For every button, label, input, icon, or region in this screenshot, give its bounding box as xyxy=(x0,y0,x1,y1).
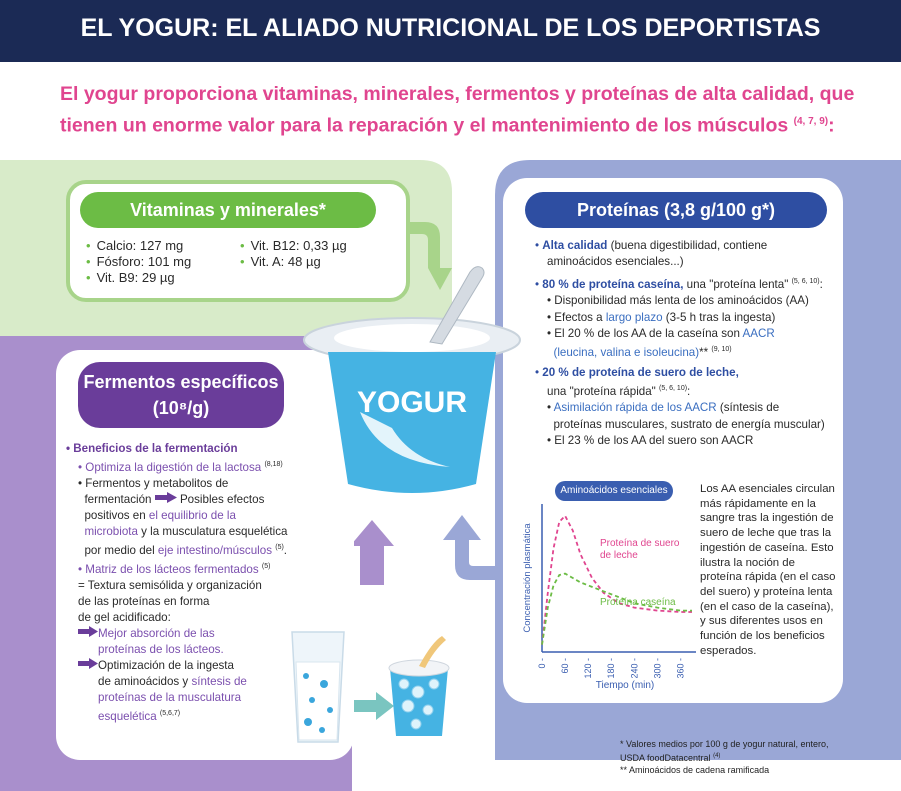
series-label-whey-line2: de leche xyxy=(600,550,638,561)
fermentos-title-line2: (10⁸/g) xyxy=(152,398,210,418)
ferm-h2-l1: = Textura semisólida y organización xyxy=(78,578,262,592)
footnote-l2-text: USDA foodDatacentral xyxy=(620,753,711,763)
fermentos-title-line1: Fermentos específicos xyxy=(83,372,279,392)
b1-rest: (buena digestibilidad, contiene xyxy=(607,239,768,252)
ferm-h2-ref: (5) xyxy=(261,562,271,570)
x-tick-label: 360 - xyxy=(675,658,686,679)
b3-ref: (5, 6, 10) xyxy=(659,385,688,393)
b3-line2: una "proteína rápida" $^{(5, 6, 10)}$: xyxy=(547,385,691,399)
ferm-heading-1: • Beneficios de la fermentación xyxy=(66,442,238,455)
title-bar xyxy=(0,0,901,62)
y-axis-label: Concentración plasmática xyxy=(522,523,533,633)
series-label-casein: Proteína caseína xyxy=(600,597,676,608)
b3-line2-text: una "proteína rápida" xyxy=(547,385,656,399)
ferm-i2c: Posibles efectos xyxy=(179,492,265,506)
ferm-item-2d xyxy=(66,524,328,540)
protein-bullet-3: • 20 % de proteína de suero de leche, xyxy=(535,366,739,380)
x-tick-label: 240 - xyxy=(629,658,640,679)
b2-i2-post: (3-5 h tras la ingesta) xyxy=(662,310,776,324)
ferm-h2-l2: de las proteínas en forma xyxy=(78,594,210,608)
transform-arrow-icon xyxy=(354,692,394,720)
ferm-i2-ref: (5) xyxy=(275,543,284,551)
b2-i3-line2: (leucina, valina e isoleucina) xyxy=(553,345,700,359)
x-axis-label: Tiempo (min) xyxy=(595,680,655,690)
ferm-i2e: el equilibrio de la xyxy=(148,508,236,522)
b2-i3-blue: AACR xyxy=(742,326,775,340)
b3-i1-blue: Asimilación rápida de los AACR xyxy=(553,401,717,415)
x-tick-label: 180 - xyxy=(606,658,617,679)
ferm-h1: Beneficios de la fermentación xyxy=(73,442,238,455)
ferm-a1-l2: proteínas de los lácteos. xyxy=(98,642,224,656)
footnote-line-2 xyxy=(620,750,880,764)
b2-i1-text: Disponibilidad más lenta de los aminoácidos (AA) xyxy=(554,294,809,308)
proteinas-text xyxy=(535,238,840,449)
ferm-h2: Matriz de los lácteos fermentados xyxy=(85,562,259,576)
list-item: • Fósforo: 101 mg xyxy=(86,254,191,270)
ferm-a1-l1: Mejor absorción de las xyxy=(98,626,215,640)
ferm-item-2c xyxy=(66,508,328,524)
b2-item-2: • Efectos a largo plazo (3-5 h tras la ingesta) xyxy=(547,310,776,324)
b2-item-3-line2 xyxy=(535,342,840,361)
page-title: EL YOGUR: EL ALIADO NUTRICIONAL DE LOS DEPORTISTAS xyxy=(80,14,821,42)
b3-bold: 20 % de proteína de suero de leche, xyxy=(542,366,739,380)
vitaminas-title: Vitaminas y minerales* xyxy=(80,192,376,228)
b3-item-1-line2 xyxy=(535,417,840,433)
b2-item-3: • El 20 % de los AA de la caseína son AACR xyxy=(547,326,775,340)
protein-bullet-2: • 80 % de proteína caseína, una "proteína lenta" $^{(5, 6, 10)}$: xyxy=(535,278,823,292)
ferm-item-2e: por medio del eje intestino/músculos $^{(5)}$. xyxy=(84,543,288,557)
ferm-i2h: por medio del xyxy=(84,543,158,557)
x-tick-label: 120 - xyxy=(583,658,594,679)
fermentos-title xyxy=(78,362,284,428)
footnote xyxy=(620,738,880,776)
series-label-whey xyxy=(600,538,680,561)
b2-i3-mark: ** xyxy=(699,345,709,359)
ferm-a2-l2b: síntesis de xyxy=(191,674,247,688)
protein-bullet-1: • Alta calidad (buena digestibilidad, contiene xyxy=(535,239,768,252)
yogurt-cup-illustration xyxy=(300,262,522,506)
b2-bold: 80 % de proteína caseína, xyxy=(542,278,684,292)
ferm-item-2b xyxy=(66,492,328,508)
yogurt-label: YOGUR xyxy=(356,386,468,419)
vitaminas-col-1 xyxy=(86,238,191,286)
proteinas-title: Proteínas (3,8 g/100 g*) xyxy=(525,192,827,228)
chart-title: Aminoácidos esenciales xyxy=(555,481,673,501)
x-tick-label: 0 - xyxy=(537,658,547,669)
b3-i2-text: El 23 % de los AA del suero son AACR xyxy=(554,433,754,447)
footnote-l2-ref: (4) xyxy=(713,753,721,759)
footnote-line-1: * Valores medios por 100 g de yogur natural, entero, xyxy=(620,739,829,749)
ferm-i2f: microbiota xyxy=(84,524,138,538)
purple-up-arrow xyxy=(350,520,394,585)
list-item: • Calcio: 127 mg xyxy=(86,238,191,254)
intro-colon: : xyxy=(828,114,835,137)
milk-to-yogurt-illustration xyxy=(284,622,454,748)
intro-text xyxy=(60,80,860,140)
x-tick-label: 60 - xyxy=(560,658,571,674)
ferm-a2-l3: proteínas de la musculatura xyxy=(98,690,242,704)
list-item: • Vit. B9: 29 µg xyxy=(86,270,191,286)
intro-line-2 xyxy=(60,108,860,140)
b3-item-2: • El 23 % de los AA del suero son AACR xyxy=(547,433,754,447)
series-line-whey xyxy=(542,516,692,645)
ferm-i1-ref: (8,18) xyxy=(264,461,283,468)
ferm-i2d: positivos en xyxy=(84,508,149,522)
b2-item-1: • Disponibilidad más lenta de los aminoácidos (AA) xyxy=(547,294,809,308)
ferm-item-2: • Fermentos y metabolitos de xyxy=(78,476,229,490)
yogurt-surface xyxy=(334,324,490,352)
intro-line-2-text: tienen un enorme valor para la reparación y el mantenimiento de los músculos xyxy=(60,114,789,137)
x-tick-label: 300 - xyxy=(652,658,663,679)
footnote-line-3: ** Aminoácidos de cadena ramificada xyxy=(620,765,770,775)
ferm-h2-l3: de gel acidificado: xyxy=(78,610,171,624)
ferm-a2-l4: esquelética xyxy=(98,709,157,723)
b3-i1-post: (síntesis de xyxy=(716,401,780,415)
chart-explanation: Los AA esenciales circulan más rápidamente en la sangre tras la ingestión de suero de leche que tras la ingestión de caseína. Esto ilustra la noción de proteína rápida (en el caso del suero) y proteína lenta (en el caso de la caseína), y sus diferentes usos en función de los beneficios esperados. xyxy=(700,483,836,657)
b2-rest: una "proteína lenta" xyxy=(683,278,789,292)
b3-item-1: • Asimilación rápida de los AACR (síntesis de xyxy=(547,401,780,415)
cup-body xyxy=(328,352,496,493)
ferm-i2i: eje intestino/músculos xyxy=(157,543,272,557)
b1-line2: aminoácidos esenciales...) xyxy=(547,255,684,269)
b1-bold: Alta calidad xyxy=(542,239,608,252)
arrow-right-icon xyxy=(78,626,98,637)
b2-i2-blue: largo plazo xyxy=(605,310,663,324)
amino-acid-chart xyxy=(520,498,700,690)
yogurt-cup-lid xyxy=(389,660,449,676)
b2-i3-ref: (9, 10) xyxy=(711,346,732,354)
b2-ref: (5, 6, 10) xyxy=(791,278,820,286)
b2-i2-pre: Efectos a xyxy=(554,310,606,324)
milk-liquid xyxy=(296,662,340,740)
ferm-heading-2: • Matriz de los lácteos fermentados $^{(5)}$ xyxy=(78,562,271,576)
ferm-i2b: fermentación xyxy=(84,492,152,506)
ferm-i1: Optimiza la digestión de la lactosa xyxy=(85,460,262,474)
arrow-right-icon xyxy=(155,492,177,503)
blue-up-arrow xyxy=(443,515,502,580)
arrow-right-icon xyxy=(78,658,98,669)
ferm-a2-l2a: de aminoácidos y xyxy=(98,674,192,688)
ferm-i2g: y la musculatura esquelética xyxy=(137,524,288,538)
series-label-whey-line1: Proteína de suero xyxy=(600,538,680,549)
ferm-a2-l1: Optimización de la ingesta xyxy=(98,658,234,672)
list-item: • Vit. B12: 0,33 µg xyxy=(240,238,347,254)
b2-i3-pre: El 20 % de los AA de la caseína son xyxy=(554,326,743,340)
intro-refs: (4, 7, 9) xyxy=(793,116,829,127)
intro-line-1: El yogur proporciona vitaminas, minerales, fermentos y proteínas de alta calidad, que xyxy=(60,83,855,105)
ferm-item-1: • Optimiza la digestión de la lactosa $^{(8,18)}$ xyxy=(78,460,283,474)
series-line-casein xyxy=(542,574,692,645)
ferm-a2-ref: (5,6,7) xyxy=(159,709,181,717)
b3-i1-line2: proteínas musculares, sustrato de energía muscular) xyxy=(553,417,825,431)
list-item: • Vit. A: 48 µg xyxy=(240,254,347,270)
ferm-i2a: Fermentos y metabolitos de xyxy=(85,476,229,490)
